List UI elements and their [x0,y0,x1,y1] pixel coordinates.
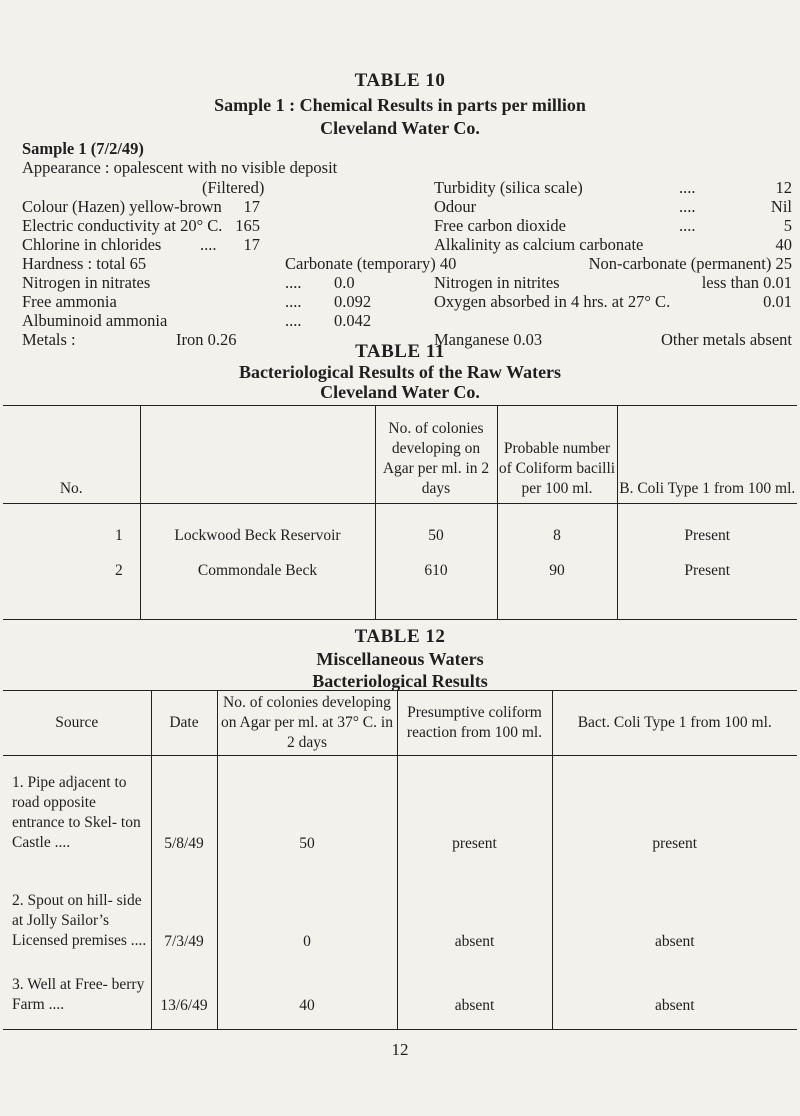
table-row [3,504,797,547]
albuminoid-value: 0.042 [334,311,372,330]
other-metals: Other metals absent [660,330,792,349]
ammonia-value: 0.092 [334,292,372,311]
co2-dots: .... [679,216,696,235]
table11-header-no: No. [3,406,140,504]
table10-company: Cleveland Water Co. [320,118,480,138]
table12 [3,690,797,1030]
turbidity-value: 12 [775,178,792,197]
alkalinity-value: 40 [775,235,792,254]
table-cell: Present [617,546,797,581]
iron-value: Iron 0.26 [176,330,237,349]
table11 [3,405,797,620]
table11-header-colonies: No. of colonies developing on Agar per ml. in 2 days [375,406,497,504]
colour-label: Colour (Hazen) yellow-brown [22,197,222,216]
metals-label: Metals : [22,330,76,349]
table-cell: absent [552,952,797,1030]
table-row [3,546,797,581]
ammonia-label: Free ammonia [22,292,117,311]
co2-label: Free carbon dioxide [434,216,566,235]
oxygen-label: Oxygen absorbed in 4 hrs. at 27° C. [434,292,671,311]
hardness-total: Hardness : total 65 [22,254,147,273]
conductivity-label: Electric conductivity at 20° C. [22,216,223,235]
table-cell: 2. Spout on hill- side at Jolly Sailor’s Licensed premises .... [12,892,147,949]
table10-subtitle: Sample 1 : Chemical Results in parts per million [214,95,586,115]
table-row [3,952,797,1030]
table-cell: 90 [497,546,617,581]
table-spacer-row [3,581,797,620]
table-cell: Present [617,504,797,547]
nitrates-value: 0.0 [334,273,355,292]
appearance-line: Appearance : opalescent with no visible deposit [22,158,338,177]
chlorine-dots: .... [200,235,217,254]
table-row [3,854,797,952]
table-cell: 13/6/49 [151,952,217,1030]
table-cell: 50 [217,756,397,855]
table12-header-date: Date [151,691,217,756]
table-row [3,756,797,855]
table-cell: 2 [115,562,123,579]
table-cell: 610 [375,546,497,581]
table-cell: present [552,756,797,855]
chlorine-value: 17 [243,235,260,254]
table-cell: absent [397,952,552,1030]
table11-header-row [3,406,797,504]
table12-header-source: Source [3,691,151,756]
table12-header-row [3,691,797,756]
sample-label: Sample 1 (7/2/49) [22,139,144,158]
oxygen-value: 0.01 [763,292,792,311]
odour-label: Odour [434,197,477,216]
table-cell: 8 [497,504,617,547]
table-cell: 50 [375,504,497,547]
nitrites-label: Nitrogen in nitrites [434,273,560,292]
table-cell: 1. Pipe adjacent to road opposite entrance to Skel- ton Castle .... [12,774,141,851]
table-cell: 7/3/49 [151,854,217,952]
table-cell: Commondale Beck [140,546,375,581]
filtered-label: (Filtered) [202,178,265,197]
table12-header-coliform: Presumptive coliform reaction from 100 ml. [397,691,552,756]
albuminoid-dots: .... [285,311,302,330]
table12-title: TABLE 12 [354,626,446,647]
table11-title: TABLE 11 [355,341,445,362]
table-cell: Lockwood Beck Reservoir [140,504,375,547]
table11-header-name [140,406,375,504]
table11-company: Cleveland Water Co. [320,382,480,402]
ammonia-dots: .... [285,292,302,311]
table-cell: present [397,756,552,855]
odour-value: Nil [770,197,792,216]
table-cell: 3. Well at Free- berry Farm .... [12,976,145,1013]
table12-header-bactcoli: Bact. Coli Type 1 from 100 ml. [552,691,797,756]
manganese-value: Manganese 0.03 [434,330,543,349]
conductivity-value: 165 [235,216,260,235]
table-cell: 40 [217,952,397,1030]
alkalinity-label: Alkalinity as calcium carbonate [434,235,644,254]
table11-header-coliform: Probable number of Coliform bacilli per 100 ml. [497,406,617,504]
table-cell: 0 [217,854,397,952]
table10-title: TABLE 10 [354,70,446,91]
table12-subtitle: Miscellaneous Waters [316,649,484,669]
chlorine-label: Chlorine in chlorides [22,235,162,254]
turbidity-dots: .... [679,178,696,197]
nitrates-label: Nitrogen in nitrates [22,273,151,292]
nitrites-value: less than 0.01 [701,273,792,292]
co2-value: 5 [783,216,792,235]
table12-subtitle2: Bacteriological Results [312,671,488,691]
hardness-noncarbonate: Non-carbonate (permanent) 25 [588,254,792,273]
albuminoid-label: Albuminoid ammonia [22,311,168,330]
table-cell: 1 [115,527,123,544]
turbidity-label: Turbidity (silica scale) [434,178,583,197]
table-cell: absent [397,854,552,952]
table11-header-bcoli: B. Coli Type 1 from 100 ml. [617,406,797,504]
hardness-carbonate: Carbonate (temporary) 40 [285,254,457,273]
nitrates-dots: .... [285,273,302,292]
colour-value: 17 [243,197,260,216]
table-cell: absent [552,854,797,952]
table-cell: 5/8/49 [151,756,217,855]
page-number: 12 [391,1040,409,1059]
table11-subtitle: Bacteriological Results of the Raw Waters [238,362,562,382]
odour-dots: .... [679,197,696,216]
table12-header-colonies: No. of colonies developing on Agar per ml. at 37° C. in 2 days [217,691,397,756]
